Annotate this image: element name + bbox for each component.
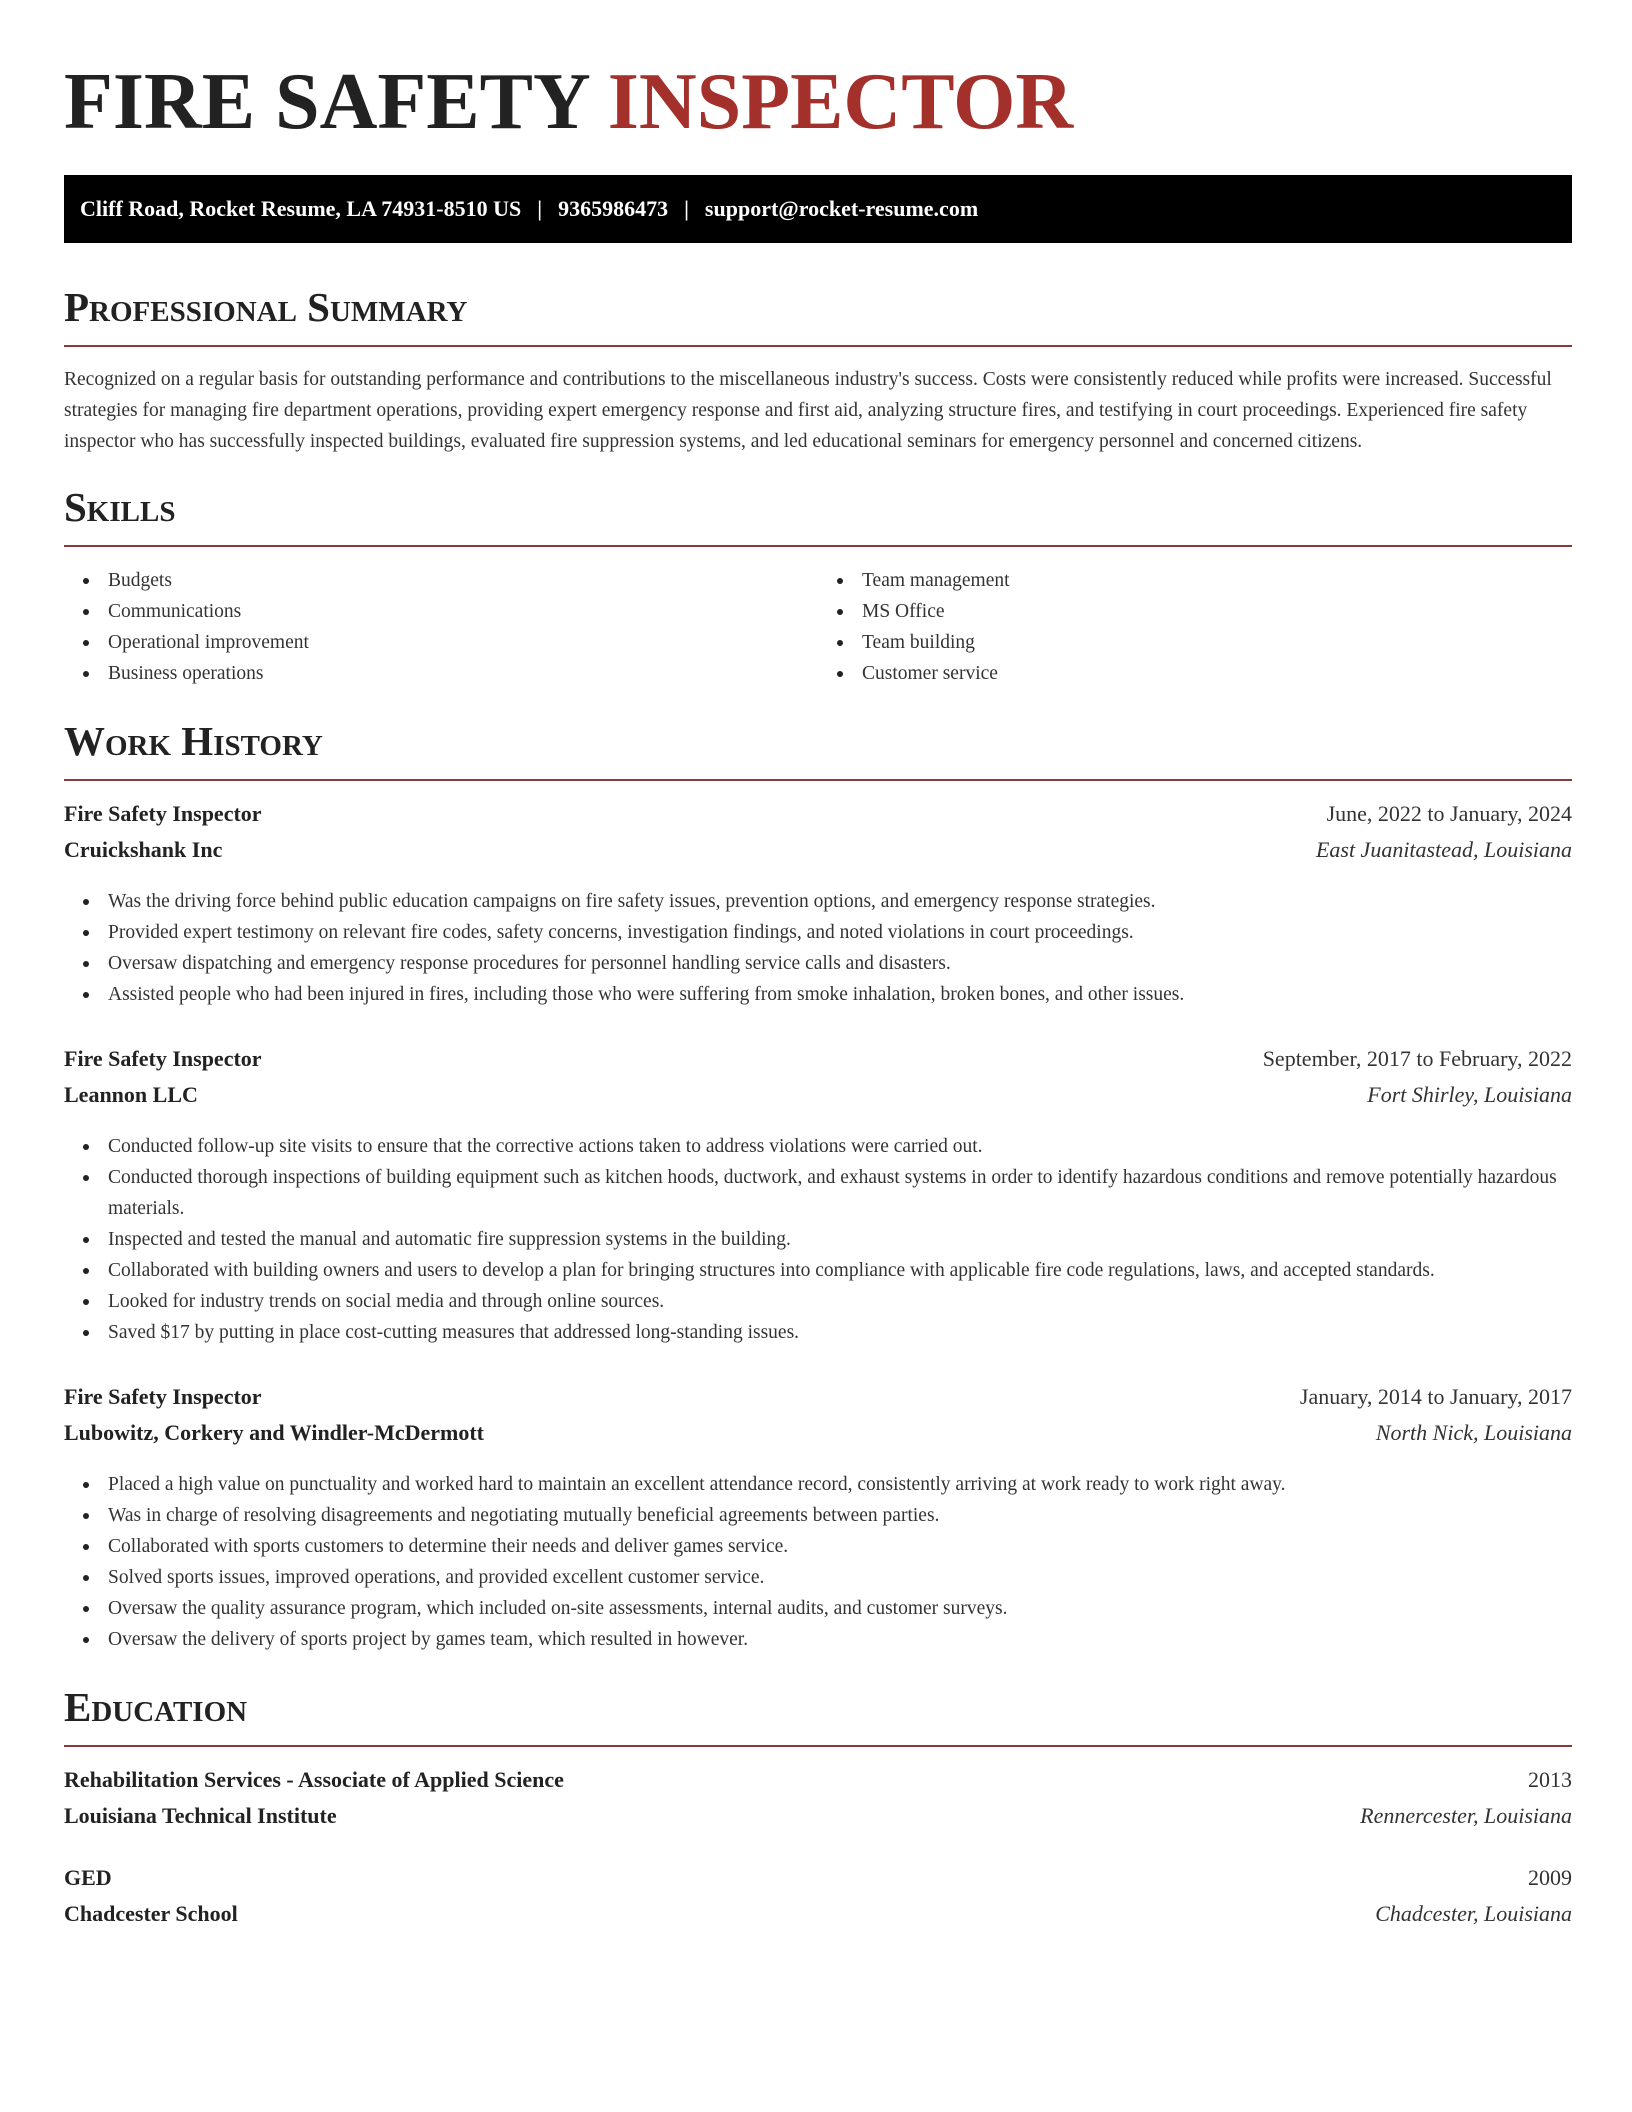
job-dates: June, 2022 to January, 2024	[1326, 801, 1572, 826]
contact-phone: 9365986473	[558, 196, 669, 221]
job-bullet: Oversaw dispatching and emergency response procedures for personnel handling service calls and disasters.	[108, 948, 1572, 979]
education-entry	[64, 1865, 1572, 1937]
job-dates: September, 2017 to February, 2022	[1262, 1046, 1572, 1071]
education-school-row	[64, 1803, 1572, 1839]
skills-column-right	[818, 565, 1572, 689]
skill-item: Budgets	[108, 565, 818, 596]
resume-name	[64, 52, 1572, 152]
education-title: Education	[64, 1684, 248, 1730]
contact-separator: |	[537, 196, 543, 221]
contact-email: support@rocket-resume.com	[704, 196, 979, 221]
skill-item: Customer service	[862, 658, 1572, 689]
education-header-row	[64, 1865, 1572, 1901]
job-bullet: Looked for industry trends on social media and through online sources.	[108, 1286, 1572, 1317]
job-dates: January, 2014 to January, 2017	[1299, 1384, 1572, 1409]
job-location: East Juanitastead, Louisiana	[1315, 837, 1572, 862]
summary-section	[64, 283, 1572, 457]
section-divider	[64, 1745, 1572, 1747]
skills-column-left	[64, 565, 818, 689]
job-title: Fire Safety Inspector	[64, 1046, 262, 1071]
skill-item: Team management	[862, 565, 1572, 596]
skill-item: MS Office	[862, 596, 1572, 627]
job-company: Leannon LLC	[64, 1082, 198, 1107]
job-company-row	[64, 1082, 1572, 1118]
skill-item: Team building	[862, 627, 1572, 658]
education-location: Rennercester, Louisiana	[1360, 1803, 1572, 1828]
contact-separator: |	[684, 196, 689, 221]
job-title: Fire Safety Inspector	[64, 1384, 262, 1409]
education-school-row	[64, 1901, 1572, 1937]
job-bullet: Oversaw the quality assurance program, which included on-site assessments, internal audits, and customer surveys.	[108, 1593, 1572, 1624]
job-header-row	[64, 801, 1572, 837]
education-year: 2013	[1528, 1767, 1572, 1792]
section-divider	[64, 545, 1572, 547]
education-header-row	[64, 1767, 1572, 1803]
job-bullets	[64, 886, 1572, 1010]
skill-item: Operational improvement	[108, 627, 818, 658]
job-bullet: Was in charge of resolving disagreements and negotiating mutually beneficial agreements between parties.	[108, 1500, 1572, 1531]
job-bullet: Collaborated with building owners and users to develop a plan for bringing structures into compliance with applicable fire code regulations, laws, and accepted standards.	[108, 1255, 1572, 1286]
job-bullet: Assisted people who had been injured in fires, including those who were suffering from smoke inhalation, broken bones, and other issues.	[108, 979, 1572, 1010]
section-divider	[64, 779, 1572, 781]
job-bullet: Oversaw the delivery of sports project by games team, which resulted in however.	[108, 1624, 1572, 1655]
job-company-row	[64, 837, 1572, 873]
skills-section	[64, 483, 1572, 689]
resume-page	[64, 52, 1572, 1937]
section-divider	[64, 345, 1572, 347]
name-first: FIRE SAFETY	[64, 58, 588, 146]
job-bullet: Was the driving force behind public education campaigns on fire safety issues, prevention options, and emergency response strategies.	[108, 886, 1572, 917]
education-section	[64, 1683, 1572, 1937]
job-bullet: Solved sports issues, improved operations, and provided excellent customer service.	[108, 1562, 1572, 1593]
job-bullet: Inspected and tested the manual and automatic fire suppression systems in the building.	[108, 1224, 1572, 1255]
job-bullets	[64, 1131, 1572, 1348]
summary-title: Professional Summary	[64, 284, 468, 330]
job-location: Fort Shirley, Louisiana	[1367, 1082, 1572, 1107]
name-last: INSPECTOR	[607, 58, 1074, 146]
job-location: North Nick, Louisiana	[1375, 1420, 1572, 1445]
contact-bar	[64, 175, 1572, 243]
summary-text: Recognized on a regular basis for outstanding performance and contributions to the miscellaneous industry's success. Costs were consistently reduced while profits were increased. Successful strategies for managing fire department operations, providing expert emergency response and first aid, analyzing structure fires, and testifying in court proceedings. Experienced fire safety inspector who has successfully inspected buildings, evaluated fire suppression systems, and led educational seminars for emergency personnel and concerned citizens.	[64, 369, 1552, 452]
job-bullets	[64, 1469, 1572, 1655]
education-entry	[64, 1767, 1572, 1839]
job-bullet: Conducted thorough inspections of building equipment such as kitchen hoods, ductwork, and exhaust systems in order to identify hazardous conditions and remove potentially hazardous materials.	[108, 1162, 1572, 1224]
job-entry	[64, 1046, 1572, 1348]
job-title: Fire Safety Inspector	[64, 801, 262, 826]
skill-item: Business operations	[108, 658, 818, 689]
education-location: Chadcester, Louisiana	[1375, 1901, 1572, 1926]
education-year: 2009	[1528, 1865, 1572, 1890]
job-entry	[64, 801, 1572, 1010]
job-company-row	[64, 1420, 1572, 1456]
job-header-row	[64, 1046, 1572, 1082]
skill-item: Communications	[108, 596, 818, 627]
job-bullet: Saved $17 by putting in place cost-cutting measures that addressed long-standing issues.	[108, 1317, 1572, 1348]
job-bullet: Placed a high value on punctuality and worked hard to maintain an excellent attendance record, consistently arriving at work ready to work right away.	[108, 1469, 1572, 1500]
job-bullet: Provided expert testimony on relevant fire codes, safety concerns, investigation findings, and noted violations in court proceedings.	[108, 917, 1572, 948]
job-entry	[64, 1384, 1572, 1655]
job-header-row	[64, 1384, 1572, 1420]
job-company: Cruickshank Inc	[64, 837, 223, 862]
education-degree: Rehabilitation Services - Associate of Applied Science	[64, 1767, 564, 1792]
job-company: Lubowitz, Corkery and Windler-McDermott	[64, 1420, 484, 1445]
education-school: Louisiana Technical Institute	[64, 1803, 337, 1828]
skills-title: Skills	[64, 484, 176, 530]
contact-address: Cliff Road, Rocket Resume, LA 74931-8510 US	[80, 196, 522, 221]
work-history-title: Work History	[64, 718, 323, 764]
job-bullet: Collaborated with sports customers to determine their needs and deliver games service.	[108, 1531, 1572, 1562]
work-history-section	[64, 717, 1572, 1655]
job-bullet: Conducted follow-up site visits to ensure that the corrective actions taken to address violations were carried out.	[108, 1131, 1572, 1162]
skills-grid	[64, 565, 1572, 689]
education-degree: GED	[64, 1865, 112, 1890]
education-school: Chadcester School	[64, 1901, 238, 1926]
